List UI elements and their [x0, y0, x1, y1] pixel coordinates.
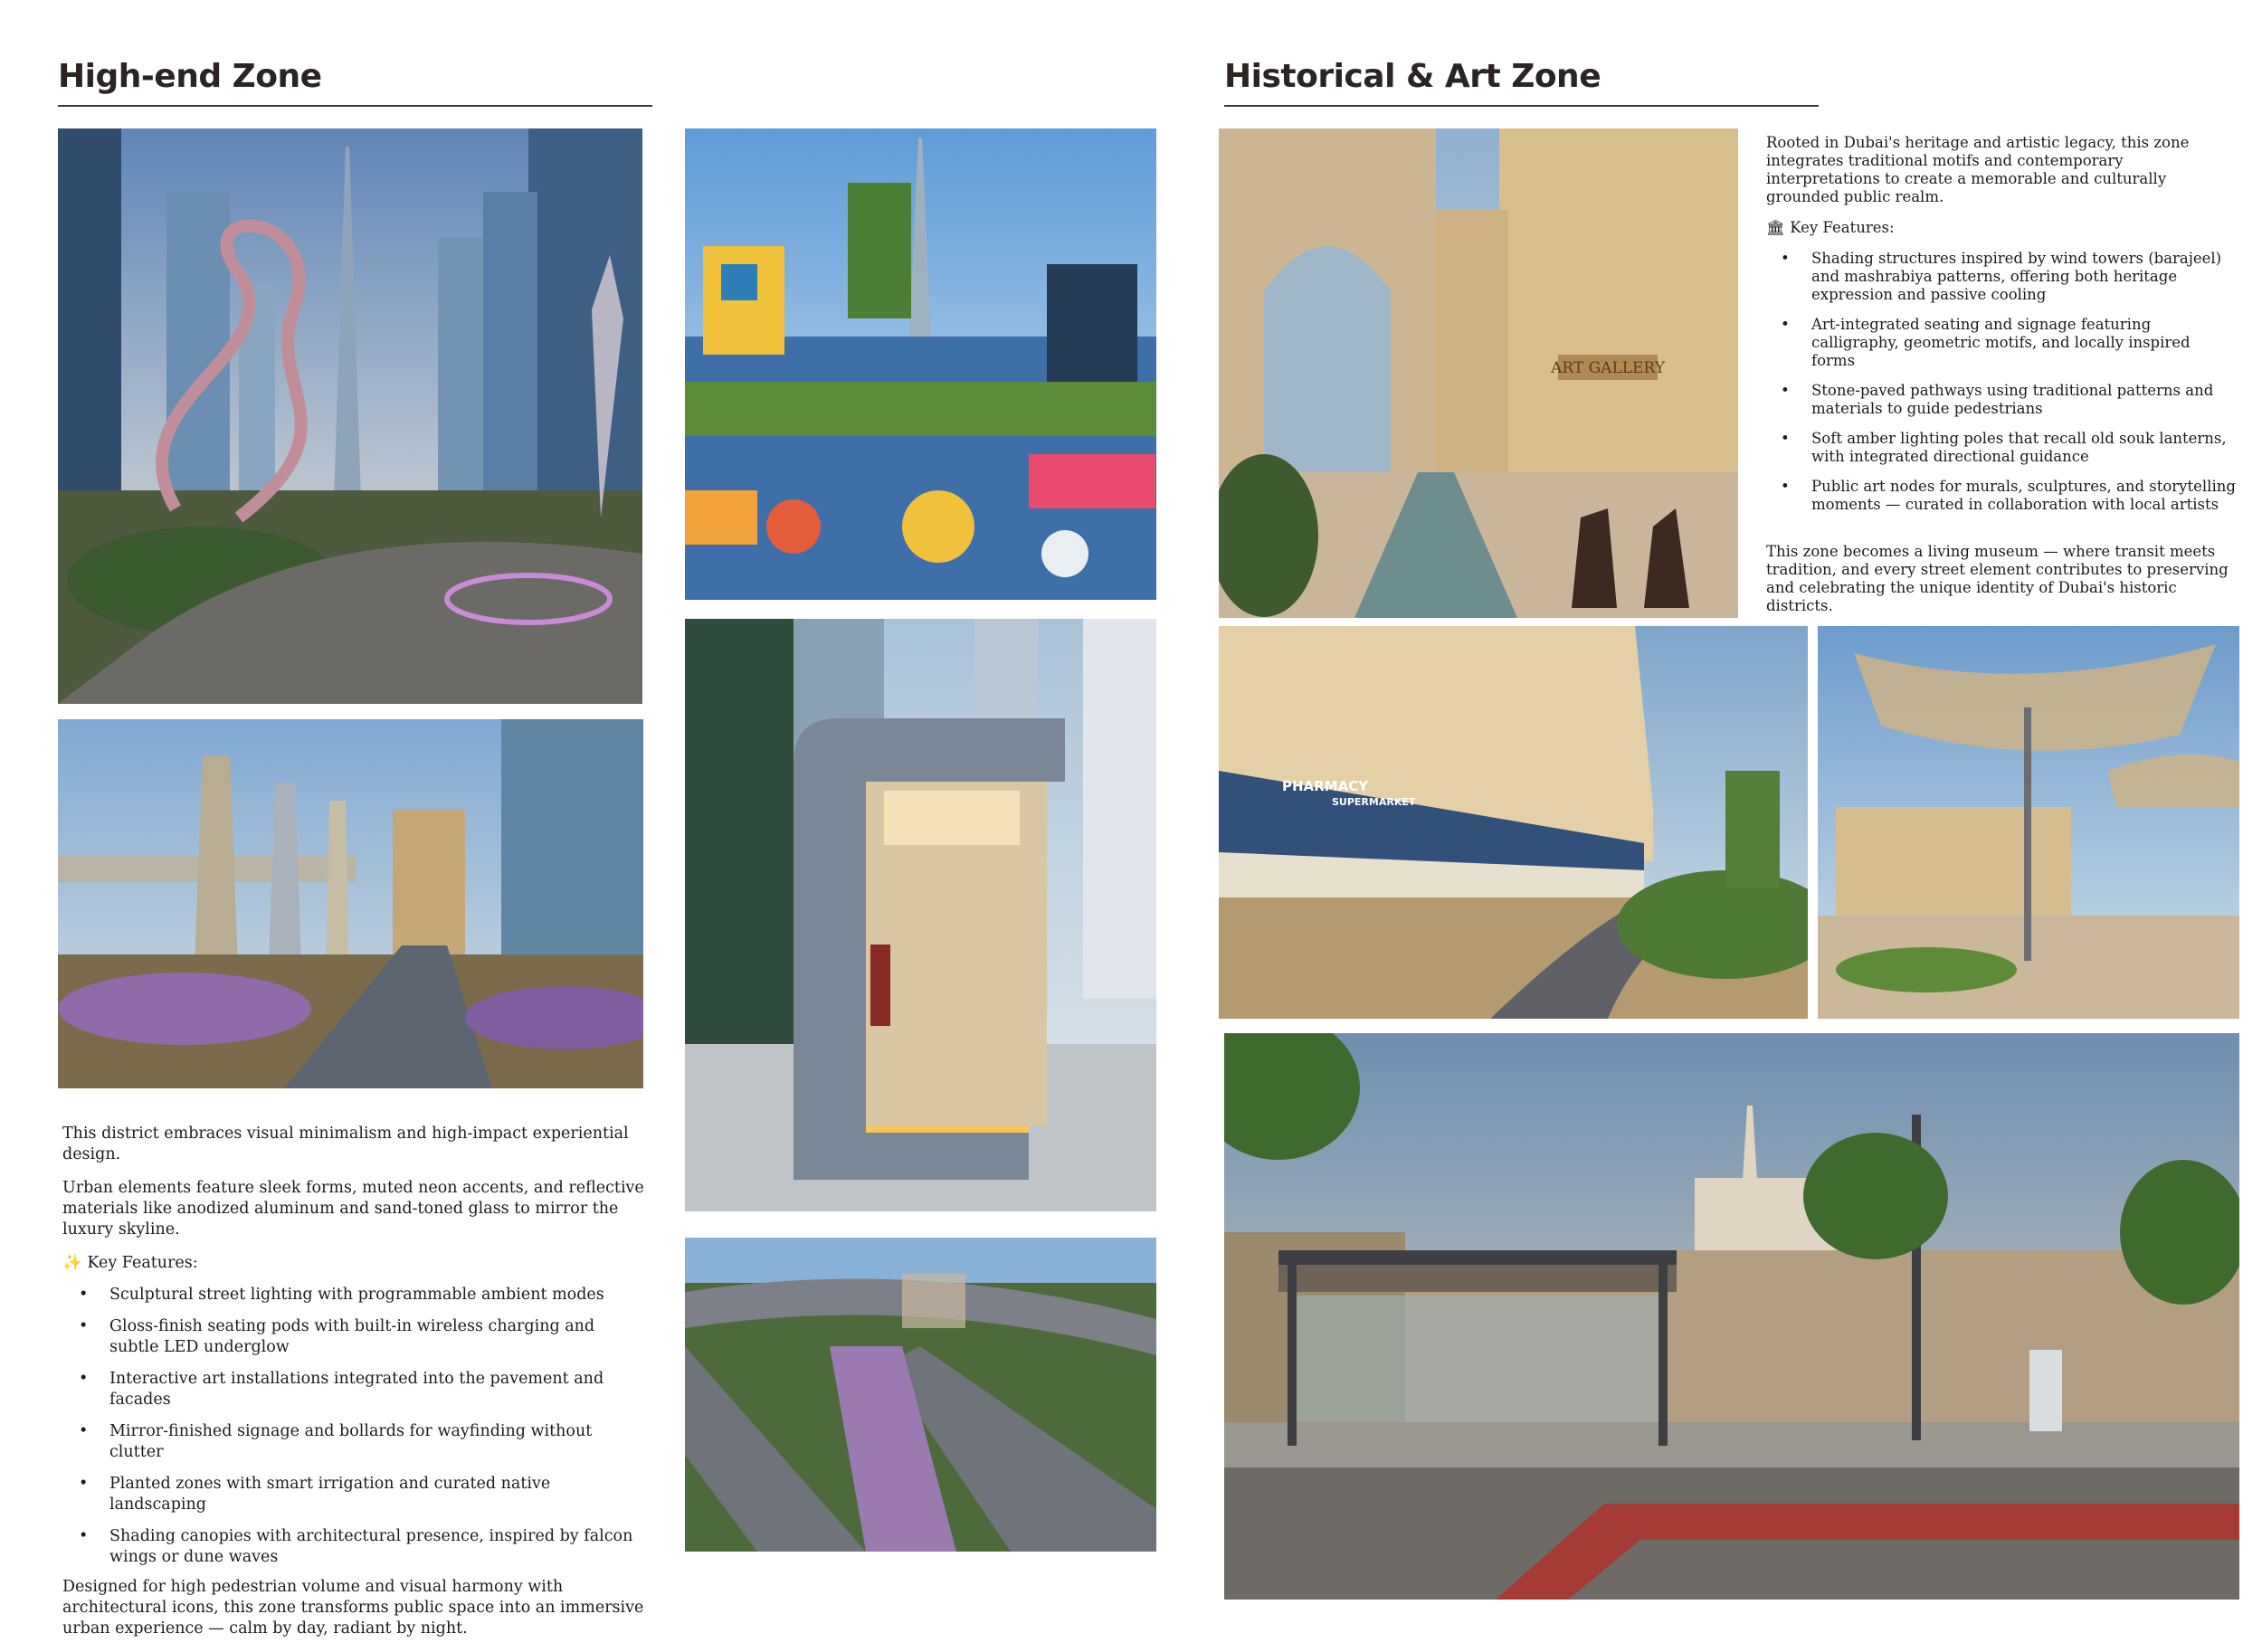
- closing-paragraph: This zone becomes a living museum — where transit meets tradition, and every street element contributes to preserving and celebrating the unique identity of Dubai's historic districts.: [1766, 543, 2229, 614]
- key-features-heading: [62, 1253, 646, 1274]
- photo-sculpture-plaza: [58, 128, 642, 704]
- historical-art-zone-description: [1766, 134, 2237, 628]
- title-underline: [1224, 105, 1819, 107]
- intro-paragraph: This district embraces visual minimalism and high-impact experiential design.: [62, 1125, 629, 1163]
- list-item: • Soft amber lighting poles that recall old souk lanterns, with integrated directional guidance: [1766, 430, 2237, 466]
- list-item: • Stone-paved pathways using traditional patterns and materials to guide pedestrians: [1766, 382, 2237, 418]
- list-item: • Interactive art installations integrated into the pavement and facades: [62, 1369, 646, 1410]
- photo-colorful-playground: [685, 128, 1156, 600]
- list-item: • Art-integrated seating and signage featuring calligraphy, geometric motifs, and locally inspired forms: [1766, 316, 2237, 370]
- feature-list: [1766, 250, 2237, 514]
- sparkles-icon: ✨: [62, 1254, 82, 1272]
- key-features-label: Key Features:: [87, 1254, 198, 1272]
- list-item: • Sculptural street lighting with programmable ambient modes: [62, 1285, 646, 1305]
- intro-paragraph: Rooted in Dubai's heritage and artistic legacy, this zone integrates traditional motifs and contemporary interpretations to create a memorable and culturally grounded public realm.: [1766, 134, 2190, 205]
- feature-list: [62, 1285, 646, 1568]
- high-end-zone-description: [62, 1124, 646, 1652]
- page-title-high-end-zone: High-end Zone: [58, 58, 322, 95]
- list-item: • Planted zones with smart irrigation and curated native landscaping: [62, 1474, 646, 1515]
- art-gallery-sign: ART GALLERY: [1551, 359, 1665, 377]
- materials-paragraph: Urban elements feature sleek forms, muted neon accents, and reflective materials like anodized aluminum and sand-toned glass to mirror the luxury skyline.: [62, 1179, 644, 1239]
- photo-umbrella-canopy-plaza: [1818, 626, 2239, 1019]
- closing-paragraph: Designed for high pedestrian volume and visual harmony with architectural icons, this zone transforms public space into an immersive urban experience — calm by day, radiant by night.: [62, 1578, 644, 1638]
- photo-art-gallery-street: [1219, 128, 1738, 618]
- photo-futuristic-bus-shelter: [685, 619, 1156, 1211]
- list-item: • Shading structures inspired by wind towers (barajeel) and mashrabiya patterns, offering both heritage expression and passive cooling: [1766, 250, 2237, 304]
- supermarket-sign: SUPERMARKET: [1332, 796, 1416, 808]
- photo-highway-median-landscape: [685, 1238, 1156, 1552]
- list-item: • Gloss-finish seating pods with built-in wireless charging and subtle LED underglow: [62, 1316, 646, 1358]
- list-item: • Public art nodes for murals, sculptures, and storytelling moments — curated in collaboration with local artists: [1766, 478, 2237, 514]
- key-features-label: Key Features:: [1790, 219, 1895, 236]
- page-title-historical-art-zone: Historical & Art Zone: [1224, 58, 1601, 95]
- pharmacy-sign: PHARMACY: [1282, 778, 1369, 794]
- photo-shopfront-promenade: [1219, 626, 1808, 1019]
- classical-building-icon: 🏛: [1766, 219, 1785, 236]
- photo-promenade-light-towers: [58, 719, 643, 1088]
- list-item: • Mirror-finished signage and bollards for wayfinding without clutter: [62, 1421, 646, 1463]
- key-features-heading: [1766, 219, 2237, 237]
- photo-mural-bus-shelter: [1224, 1033, 2239, 1600]
- title-underline: [58, 105, 652, 107]
- list-item: • Shading canopies with architectural presence, inspired by falcon wings or dune waves: [62, 1526, 646, 1568]
